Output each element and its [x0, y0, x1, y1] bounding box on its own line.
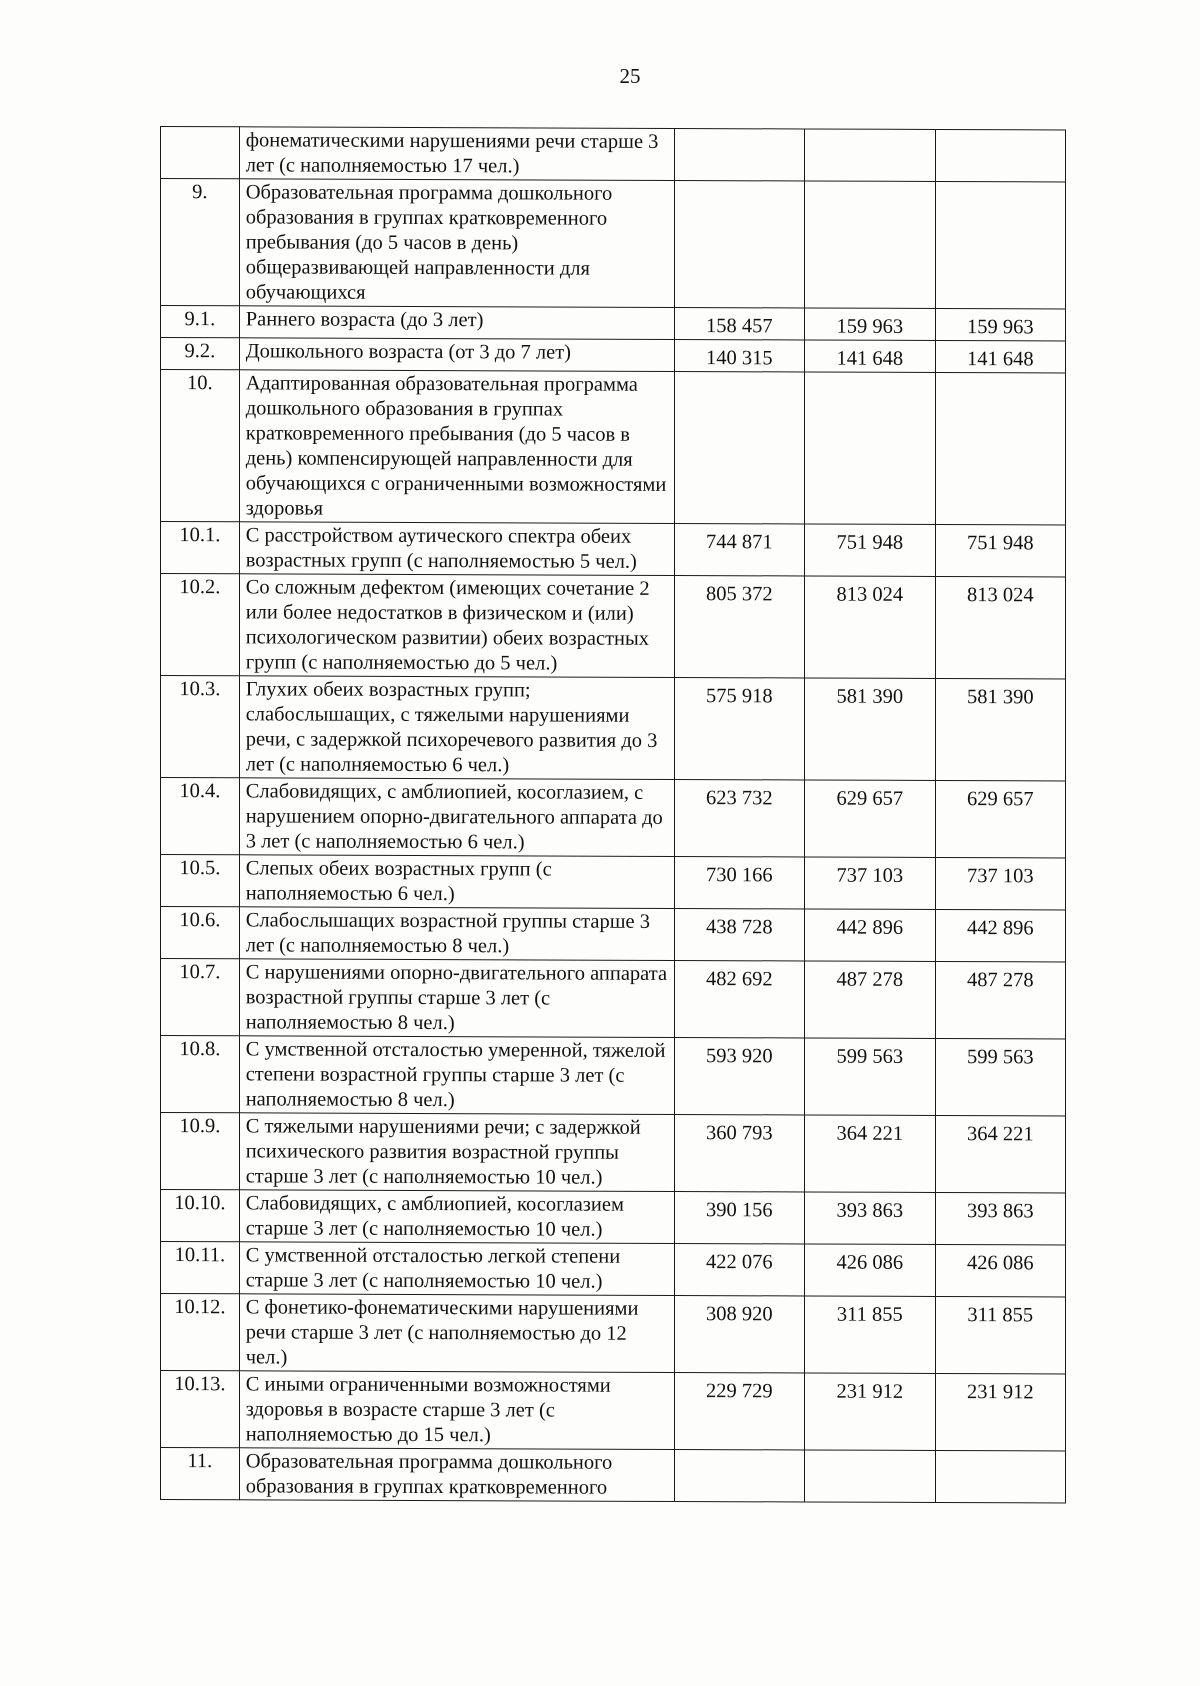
row-value-1: 308 920	[674, 1295, 804, 1373]
tariff-table-body	[161, 127, 1066, 1503]
row-description: С фонетико-фонематическими нарушениями речи старше 3 лет (с наполняемостью до 12 чел.)	[239, 1294, 674, 1373]
row-value-2	[805, 129, 935, 182]
row-value-3: 311 855	[935, 1296, 1065, 1374]
row-value-3	[935, 372, 1065, 525]
table-row	[161, 1448, 1066, 1503]
table-row	[161, 1113, 1066, 1193]
row-description: Слепых обеих возрастных групп (с наполняемостью 6 чел.)	[239, 855, 674, 909]
row-value-3: 813 024	[935, 576, 1065, 679]
row-description: С нарушениями опорно-двигательного аппарата возрастной группы старше 3 лет (с наполняемостью 8 чел.)	[239, 959, 674, 1038]
row-value-2: 311 855	[805, 1296, 935, 1374]
row-value-3	[935, 181, 1065, 309]
row-value-2	[805, 181, 935, 309]
row-description: С расстройством аутического спектра обеих возрастных групп (с наполняемостью 5 чел.)	[239, 522, 674, 576]
row-number: 10.11.	[161, 1242, 240, 1294]
row-value-3: 487 278	[935, 961, 1065, 1039]
row-value-1: 422 076	[674, 1243, 804, 1296]
row-description: С умственной отсталостью умеренной, тяжелой степени возрастной группы старше 3 лет (с наполняемостью 8 чел.)	[239, 1036, 674, 1115]
table-row	[161, 907, 1066, 962]
table-row	[161, 522, 1066, 577]
row-value-1: 140 315	[674, 339, 804, 372]
row-description: Раннего возраста (до 3 лет)	[239, 306, 674, 340]
page-number: 25	[619, 64, 641, 88]
row-number: 11.	[161, 1448, 240, 1500]
table-row	[161, 676, 1066, 781]
row-value-1	[674, 371, 804, 524]
row-value-1: 593 920	[674, 1037, 804, 1115]
row-description: С тяжелыми нарушениями речи; с задержкой психического развития возрастной группы старше 3 лет (с наполняемостью 10 чел.)	[239, 1113, 674, 1192]
row-value-1	[674, 128, 804, 181]
row-number: 10.12.	[161, 1294, 240, 1371]
table-row	[161, 574, 1066, 679]
row-value-3: 737 103	[935, 857, 1065, 910]
row-number: 10.9.	[161, 1113, 240, 1190]
row-value-2: 813 024	[805, 576, 935, 679]
row-value-1: 158 457	[674, 307, 804, 340]
row-value-2: 629 657	[805, 780, 935, 858]
row-description: Глухих обеих возрастных групп; слабослышащих, с тяжелыми нарушениями речи, с задержкой психоречевого развития до 3 лет (с наполняемостью 6 чел.)	[239, 676, 674, 780]
row-value-1: 744 871	[674, 523, 804, 576]
row-value-3: 393 863	[935, 1192, 1065, 1245]
table-row	[161, 1242, 1066, 1297]
row-number: 10.6.	[161, 907, 240, 959]
row-value-1	[674, 1449, 804, 1502]
table-row	[161, 1294, 1066, 1374]
row-number: 10.3.	[161, 676, 240, 778]
row-value-3: 426 086	[935, 1244, 1065, 1297]
row-value-3	[935, 1450, 1065, 1503]
row-value-2: 442 896	[805, 909, 935, 962]
row-number: 10.4.	[161, 778, 240, 855]
row-description: Дошкольного возраста (от 3 до 7 лет)	[239, 338, 674, 372]
row-value-3: 231 912	[935, 1373, 1065, 1451]
row-value-1	[674, 180, 804, 308]
row-number: 10.2.	[161, 574, 240, 676]
row-description: Со сложным дефектом (имеющих сочетание 2 или более недостатков в физическом и (или) психологическом развитии) обеих возрастных групп (с наполняемостью до 5 чел.)	[239, 574, 674, 678]
table-row	[161, 179, 1066, 309]
row-value-3: 442 896	[935, 909, 1065, 962]
row-value-3: 581 390	[935, 678, 1065, 781]
row-description: Слабовидящих, с амблиопией, косоглазием, с нарушением опорно-двигательного аппарата до 3 лет (с наполняемостью 6 чел.)	[239, 778, 674, 857]
row-number: 10.7.	[161, 959, 240, 1036]
row-description: фонематическими нарушениями речи старше 3 лет (с наполняемостью 17 чел.)	[239, 127, 674, 181]
row-value-2: 159 963	[805, 308, 935, 341]
row-value-1: 438 728	[674, 908, 804, 961]
table-row	[161, 127, 1066, 182]
table-row	[161, 338, 1066, 373]
row-value-2: 487 278	[805, 961, 935, 1039]
row-value-1: 623 732	[674, 779, 804, 857]
row-value-2: 231 912	[805, 1373, 935, 1451]
table-row	[161, 1190, 1066, 1245]
row-description: Слабослышащих возрастной группы старше 3 лет (с наполняемостью 8 чел.)	[239, 907, 674, 961]
row-number: 10.1.	[161, 522, 240, 574]
table-row	[161, 1371, 1066, 1451]
table-row	[161, 959, 1066, 1039]
table-row	[161, 306, 1066, 341]
row-value-2: 737 103	[805, 857, 935, 910]
row-number: 10.	[161, 370, 240, 522]
row-number: 10.8.	[161, 1036, 240, 1113]
table-row	[161, 1036, 1066, 1116]
row-value-2: 364 221	[805, 1115, 935, 1193]
row-description: Образовательная программа дошкольного образования в группах кратковременного пребывания (до 5 часов в день) общеразвивающей направленности для обучающихся	[239, 179, 674, 308]
row-value-2: 426 086	[805, 1244, 935, 1297]
row-description: С умственной отсталостью легкой степени старше 3 лет (с наполняемостью 10 чел.)	[239, 1242, 674, 1296]
row-value-2	[805, 372, 935, 525]
row-value-3: 599 563	[935, 1038, 1065, 1116]
row-value-2: 599 563	[805, 1038, 935, 1116]
row-value-1: 730 166	[674, 856, 804, 909]
tariff-table	[160, 126, 1066, 1503]
row-value-2: 581 390	[805, 678, 935, 781]
table-row	[161, 778, 1066, 858]
row-value-2: 141 648	[805, 340, 935, 373]
row-number: 10.5.	[161, 855, 240, 907]
row-value-2	[805, 1450, 935, 1503]
row-number: 9.1.	[161, 306, 240, 338]
row-number: 10.10.	[161, 1190, 240, 1242]
row-value-3: 141 648	[935, 340, 1065, 373]
row-value-1: 390 156	[674, 1191, 804, 1244]
table-row	[161, 855, 1066, 910]
row-number: 10.13.	[161, 1371, 240, 1448]
row-value-3	[935, 129, 1065, 182]
row-description: С иными ограниченными возможностями здоровья в возрасте старше 3 лет (с наполняемостью до 15 чел.)	[239, 1371, 674, 1450]
row-value-1: 360 793	[674, 1114, 804, 1192]
row-value-1: 229 729	[674, 1372, 804, 1450]
row-value-3: 751 948	[935, 524, 1065, 577]
row-value-2: 751 948	[805, 524, 935, 577]
row-value-1: 482 692	[674, 960, 804, 1038]
row-value-3: 629 657	[935, 780, 1065, 858]
row-value-3: 364 221	[935, 1115, 1065, 1193]
row-value-1: 805 372	[674, 575, 804, 678]
row-description: Образовательная программа дошкольного образования в группах кратковременного	[239, 1448, 674, 1502]
row-description: Адаптированная образовательная программа дошкольного образования в группах кратковременного пребывания (до 5 часов в день) компенсирующей направленности для обучающихся с ограниченными возможностями здоровья	[239, 370, 674, 524]
row-value-2: 393 863	[805, 1192, 935, 1245]
row-value-3: 159 963	[935, 308, 1065, 341]
row-description: Слабовидящих, с амблиопией, косоглазием старше 3 лет (с наполняемостью 10 чел.)	[239, 1190, 674, 1244]
table-row	[161, 370, 1066, 525]
row-value-1: 575 918	[674, 677, 804, 780]
row-number: 9.2.	[161, 338, 240, 370]
row-number	[161, 127, 240, 179]
row-number: 9.	[161, 179, 240, 306]
